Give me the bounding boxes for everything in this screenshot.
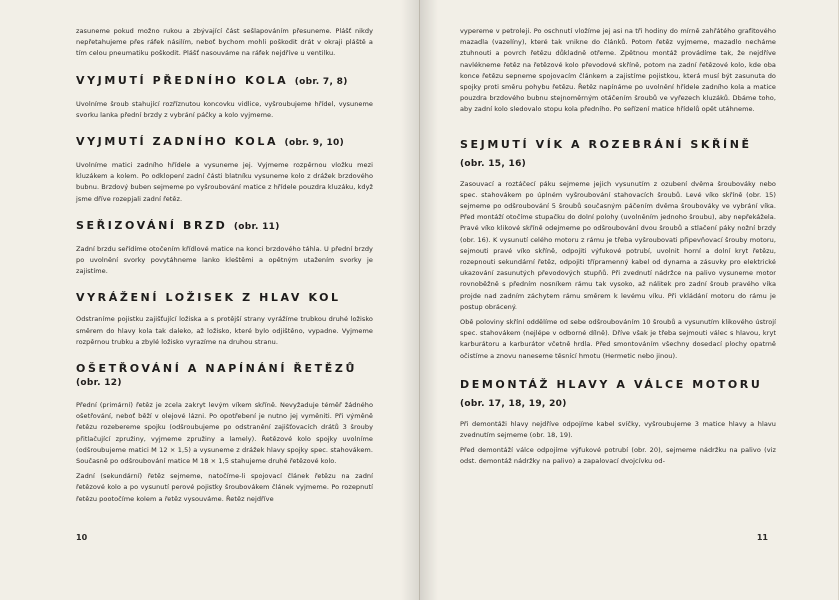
section-paragraph: Před demontáží válce odpojíme výfukové potrubí (obr. 20), sejmeme nádržku na palivo (viz odst. demontáž nádržky na palivo) a zapalovací dvojcívku od- — [460, 446, 776, 466]
figure-reference: (obr. 15, 16) — [460, 158, 527, 169]
section-heading: VYJMUTÍ PŘEDNÍHO KOLA (obr. 7, 8) — [76, 73, 348, 87]
page-number: 11 — [756, 533, 768, 542]
section-paragraph: Přední (primární) řetěz je zcela zakryt levým víkem skříně. Nevyžaduje téměř žádného ošetřování, neboť běží v olejové lázni. Po opotřebení je nutno jej vyměniti. Při výměně řetězu rozebereme spojku (odšroubujeme po odstranění zajišťovacích drátů 3 šrouby přitlačující zpružiny, vyjmeme zpružiny a lamely). Řetězové kolo spojky uvolníme (odšroubujeme matici M 12 × 1,5) a vysuneme z drážek hlavy spojky spec. stahovákem. Současně po odšroubování matice M 18 × 1,5 stahujeme druhé řetězové kolo. — [76, 401, 373, 466]
section-paragraph: Zasouvací a roztáčecí páku sejmeme jejich vysunutím z ozubení dvěma šroubováky nebo spec. stahovákem po úplném vyšroubování stahovacích šroubů. Levé víko skříně (obr. 15) sejmeme po odšroubování 5 šroubů současným páčením dvěma šroubováky ve vybrání víka. Před montáží otočíme stupačku do dolní polohy (uvolněním jednoho šroubu), aby nepřekážela. Pravé víko klikové skříně odejmeme po odšroubování dvou šroubů a stlačení páky nožní brzdy (obr. 16). K vysunutí celého motoru z rámu je třeba vyšroubovati připevňovací šrouby motoru, sejmouti pravé víko skříně, odpojiti výfukové potrubí, uvolnit horní a dolní kryt řetězu, rozepnouti sekundární řetěz, odpojiti třípramenný kabel od dynama a zásuvky pro elektrické ukazování zasunutých převodových stupňů. Při zvednutí nádržce na palivo vysuneme motor rovnoběžně s předním nosníkem rámu tak vysoko, až nálitek pro zadní šroub pravého víka projde nad zadním záchytem rámu směrem k levému víku. Při vkládání motoru do rámu je postup obrácený. — [460, 179, 776, 311]
page-number: 10 — [76, 533, 88, 542]
section-paragraph: Odstraníme pojistku zajišťující ložiska a s protější strany vyrážíme trubkou druhé ložisko směrem do hlavy kola tak daleko, až ložisko, které bylo odjištěno, vypadne. Vyjmeme rozpěrnou trubku a zbylé ložisko vyrazíme na druhou stranu. — [76, 315, 373, 346]
figure-reference: (obr. 17, 18, 19, 20) — [460, 398, 567, 409]
section-heading: VYJMUTÍ ZADNÍHO KOLA (obr. 9, 10) — [76, 135, 345, 149]
section-paragraph: Při demontáži hlavy nejdříve odpojíme kabel svíčky, vyšroubujeme 3 matice hlavy a hlavu zvednutím sejmeme (obr. 18, 19). — [460, 419, 776, 440]
section-paragraph: Uvolníme šroub stahující rozříznutou koncovku vidlice, vyšroubujeme hřídel, vysuneme svorku lanka přední brzdy z vybrání páčky a kolo vyjmeme. — [76, 99, 373, 119]
intro-paragraph: vypereme v petroleji. Po oschnutí vložíme jej asi na tři hodiny do mírně zahřátého grafitového mazadla (vazelíny), které tak vnikne do článků. Potom řetěz vyjmeme, mazadlo necháme ztuhnouti a povrch řetězu důkladně otřeme. Zpětnou montáž provádíme tak, že nejdříve navlékneme řetěz na řetězové kolo převodové skříně, potom na zadní řetězové kolo, kde oba konce řetězu sepneme spojovacím článkem a zajistíme pojistkou, která musí být zasunuta do spojky proti směru pohybu řetězu. Řetěz napínáme po uvolnění hřídele zadního kola a matice pouzdra brzdového bubnu stejnoměrným otáčením šroubů ve vyřezech kluzáků. Dbáme toho, aby zadní kolo sledovalo stopu kola předního. Po seřízení matice hřídelů opět utáhneme. — [460, 27, 776, 114]
section-paragraph: Zadní brzdu seřídíme otočením křídlové matice na konci brzdového táhla. U přední brzdy po uvolnění svorky povytáhneme lanko kleštěmi a opětným utažením svorky je zajistíme. — [76, 244, 373, 276]
section-heading: SEJMUTÍ VÍK A ROZEBRÁNÍ SKŘÍNĚ — [460, 137, 752, 151]
section-heading: DEMONTÁŽ HLAVY A VÁLCE MOTORU — [460, 377, 763, 391]
intro-paragraph: zasuneme pokud možno rukou a zbývající část sešlapováním přesuneme. Plášť nikdy nepřetahujeme přes ráfek násilím, neboť bychom mohli poškodit drát v okraji pláště a tím celou pneumatiku poškodit. Plášť nasouváme na ráfek nejdříve u ventilku. — [76, 27, 373, 58]
left-page — [0, 0, 419, 600]
section-heading: OŠETŘOVÁNÍ A NAPÍNÁNÍ ŘETĚZŮ (obr. 12) — [76, 362, 357, 389]
section-paragraph: Uvolníme matici zadního hřídele a vysuneme jej. Vyjmeme rozpěrnou vložku mezi kluzákem a kolem. Po odklopení zadní části blatníku vysuneme kolo z drážek brzdového bubnu. Brzdový buben sejmeme po vyšroubování matice z hřídele pouzdra kluzáku, když jsme dříve rozepjali zadní řetěz. — [76, 161, 373, 203]
section-heading: SEŘIZOVÁNÍ BRZD (obr. 11) — [76, 218, 280, 232]
section-paragraph: Zadní (sekundární) řetěz sejmeme, natočíme-li spojovací článek řetězu na zadní řetězové kolo a po vysunutí perové pojistky šroubovákem článek vyjmeme. Po rozepnutí řetězu pootočíme kolem a řetěz vysouváme. Řetěz nejdříve — [76, 472, 373, 503]
gutter-shadow — [420, 0, 438, 600]
right-page — [419, 0, 838, 600]
section-heading: VYRÁŽENÍ LOŽISEK Z HLAV KOL — [76, 291, 341, 305]
section-paragraph: Obě poloviny skříní oddělíme od sebe odšroubováním 10 šroubů a vysunutím klikového ústrojí spec. stahovákem (nejlépe v odborné dílně). Dříve však je třeba sejmouti válec s hlavou, kryt karburátoru a karburátor včetně hrdla. Před smontováním všechny dosedací plochy opatrně očistíme a znovu naneseme těsnící hmotu (Hermetic nebo jinou). — [460, 318, 776, 360]
gutter-shadow — [401, 0, 419, 600]
